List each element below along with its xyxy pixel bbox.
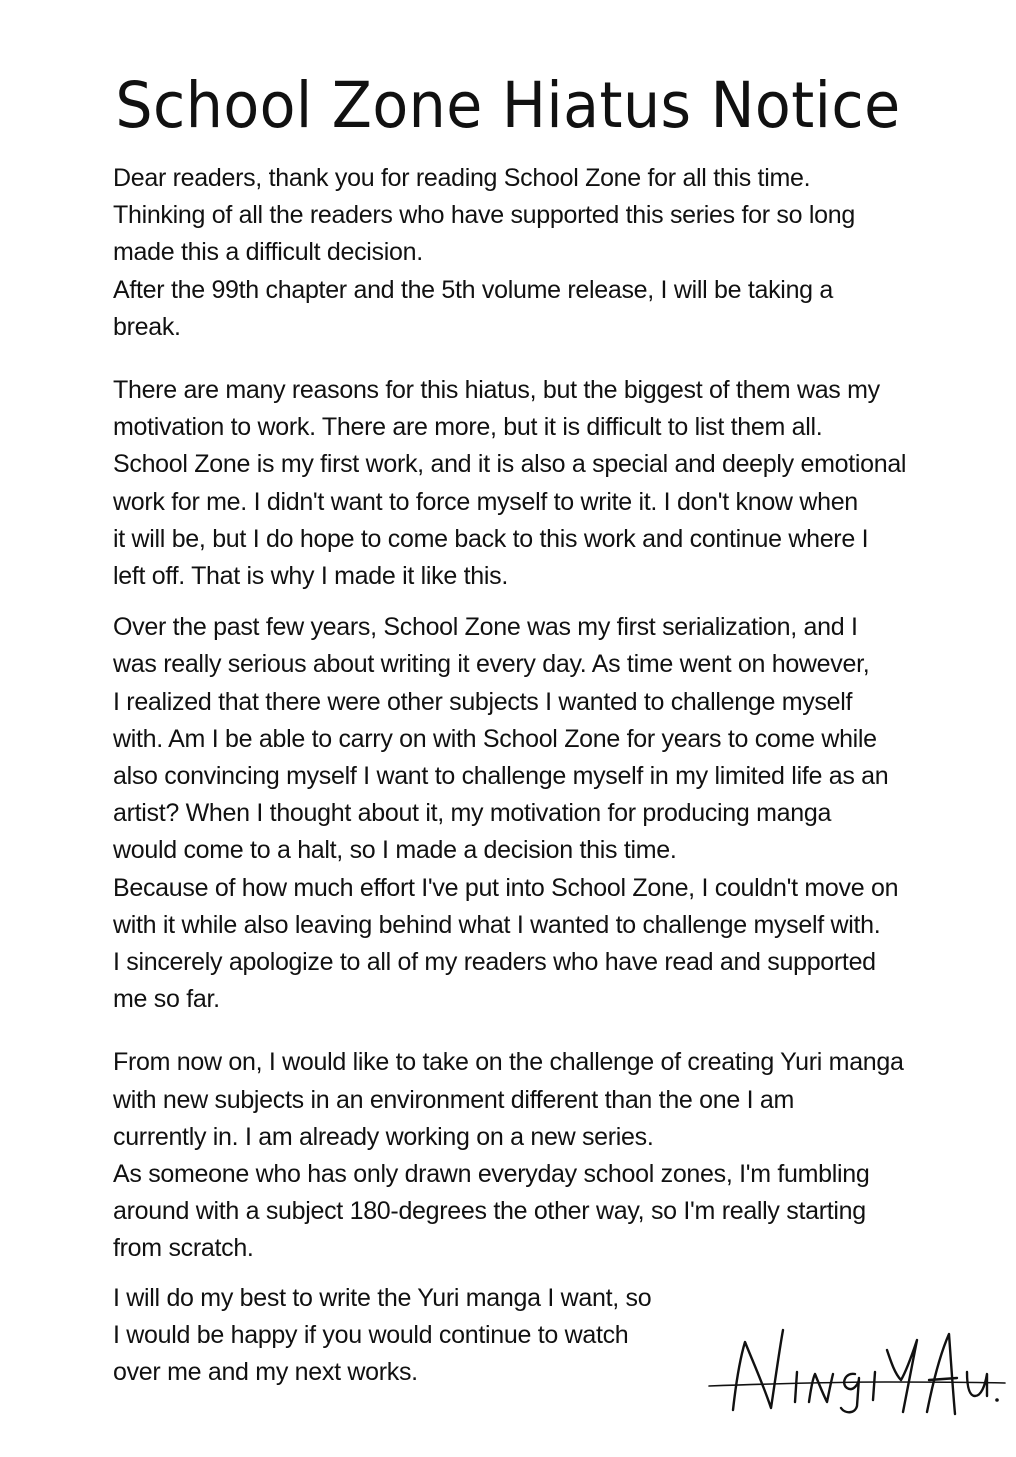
- text-line: around with a subject 180-degrees the other way, so I'm really starting: [113, 1197, 866, 1226]
- paragraph-spacer: [113, 346, 933, 372]
- text-line: There are many reasons for this hiatus, but the biggest of them was my: [113, 376, 880, 405]
- author-signature: [705, 1322, 1010, 1422]
- text-line: from scratch.: [113, 1234, 254, 1263]
- text-line: After the 99th chapter and the 5th volume release, I will be taking a: [113, 275, 834, 304]
- text-line: me so far.: [113, 985, 220, 1014]
- text-line: I would be happy if you would continue to watch: [113, 1320, 629, 1349]
- text-line: with new subjects in an environment different than the one I am: [113, 1085, 795, 1114]
- text-line: currently in. I am already working on a new series.: [113, 1122, 654, 1151]
- notice-body: [113, 160, 933, 1391]
- text-line: I sincerely apologize to all of my readers who have read and supported: [113, 948, 876, 977]
- text-line: artist? When I thought about it, my motivation for producing manga: [113, 799, 832, 828]
- text-line: As someone who has only drawn everyday school zones, I'm fumbling: [113, 1160, 870, 1189]
- paragraph-closing: [113, 1280, 713, 1392]
- text-line: Thinking of all the readers who have supported this series for so long: [113, 201, 855, 230]
- text-line: left off. That is why I made it like this.: [113, 562, 508, 591]
- text-line: made this a difficult decision.: [113, 238, 423, 267]
- text-line: it will be, but I do hope to come back to this work and continue where I: [113, 524, 869, 553]
- paragraph-spacer: [113, 1268, 933, 1280]
- text-line: over me and my next works.: [113, 1358, 418, 1387]
- text-line: was really serious about writing it every day. As time went on however,: [113, 650, 870, 679]
- text-line: with. Am I be able to carry on with School Zone for years to come while: [113, 724, 877, 753]
- paragraph-spacer: [113, 595, 933, 609]
- text-line: work for me. I didn't want to force myself to write it. I don't know when: [113, 487, 858, 516]
- text-line: with it while also leaving behind what I wanted to challenge myself with.: [113, 910, 881, 939]
- text-line: break.: [113, 312, 181, 341]
- paragraph-intro: [113, 160, 933, 346]
- text-line: also convincing myself I want to challenge myself in my limited life as an: [113, 762, 889, 791]
- paragraph-spacer: [113, 1018, 933, 1044]
- paragraph-reasons: [113, 372, 933, 595]
- text-line: School Zone is my first work, and it is also a special and deeply emotional: [113, 450, 907, 479]
- paragraph-past-years: [113, 609, 933, 1018]
- text-line: motivation to work. There are more, but it is difficult to list them all.: [113, 413, 823, 442]
- text-line: Over the past few years, School Zone was my first serialization, and I: [113, 613, 858, 642]
- text-line: From now on, I would like to take on the challenge of creating Yuri manga: [113, 1048, 904, 1077]
- text-line: Because of how much effort I've put into School Zone, I couldn't move on: [113, 873, 899, 902]
- paragraph-future: [113, 1044, 933, 1267]
- text-line: I realized that there were other subjects I wanted to challenge myself: [113, 687, 853, 716]
- text-line: would come to a halt, so I made a decision this time.: [113, 836, 677, 865]
- text-line: Dear readers, thank you for reading School Zone for all this time.: [113, 164, 811, 192]
- page-title: School Zone Hiatus Notice: [115, 69, 901, 142]
- text-line: I will do my best to write the Yuri manga I want, so: [113, 1283, 652, 1312]
